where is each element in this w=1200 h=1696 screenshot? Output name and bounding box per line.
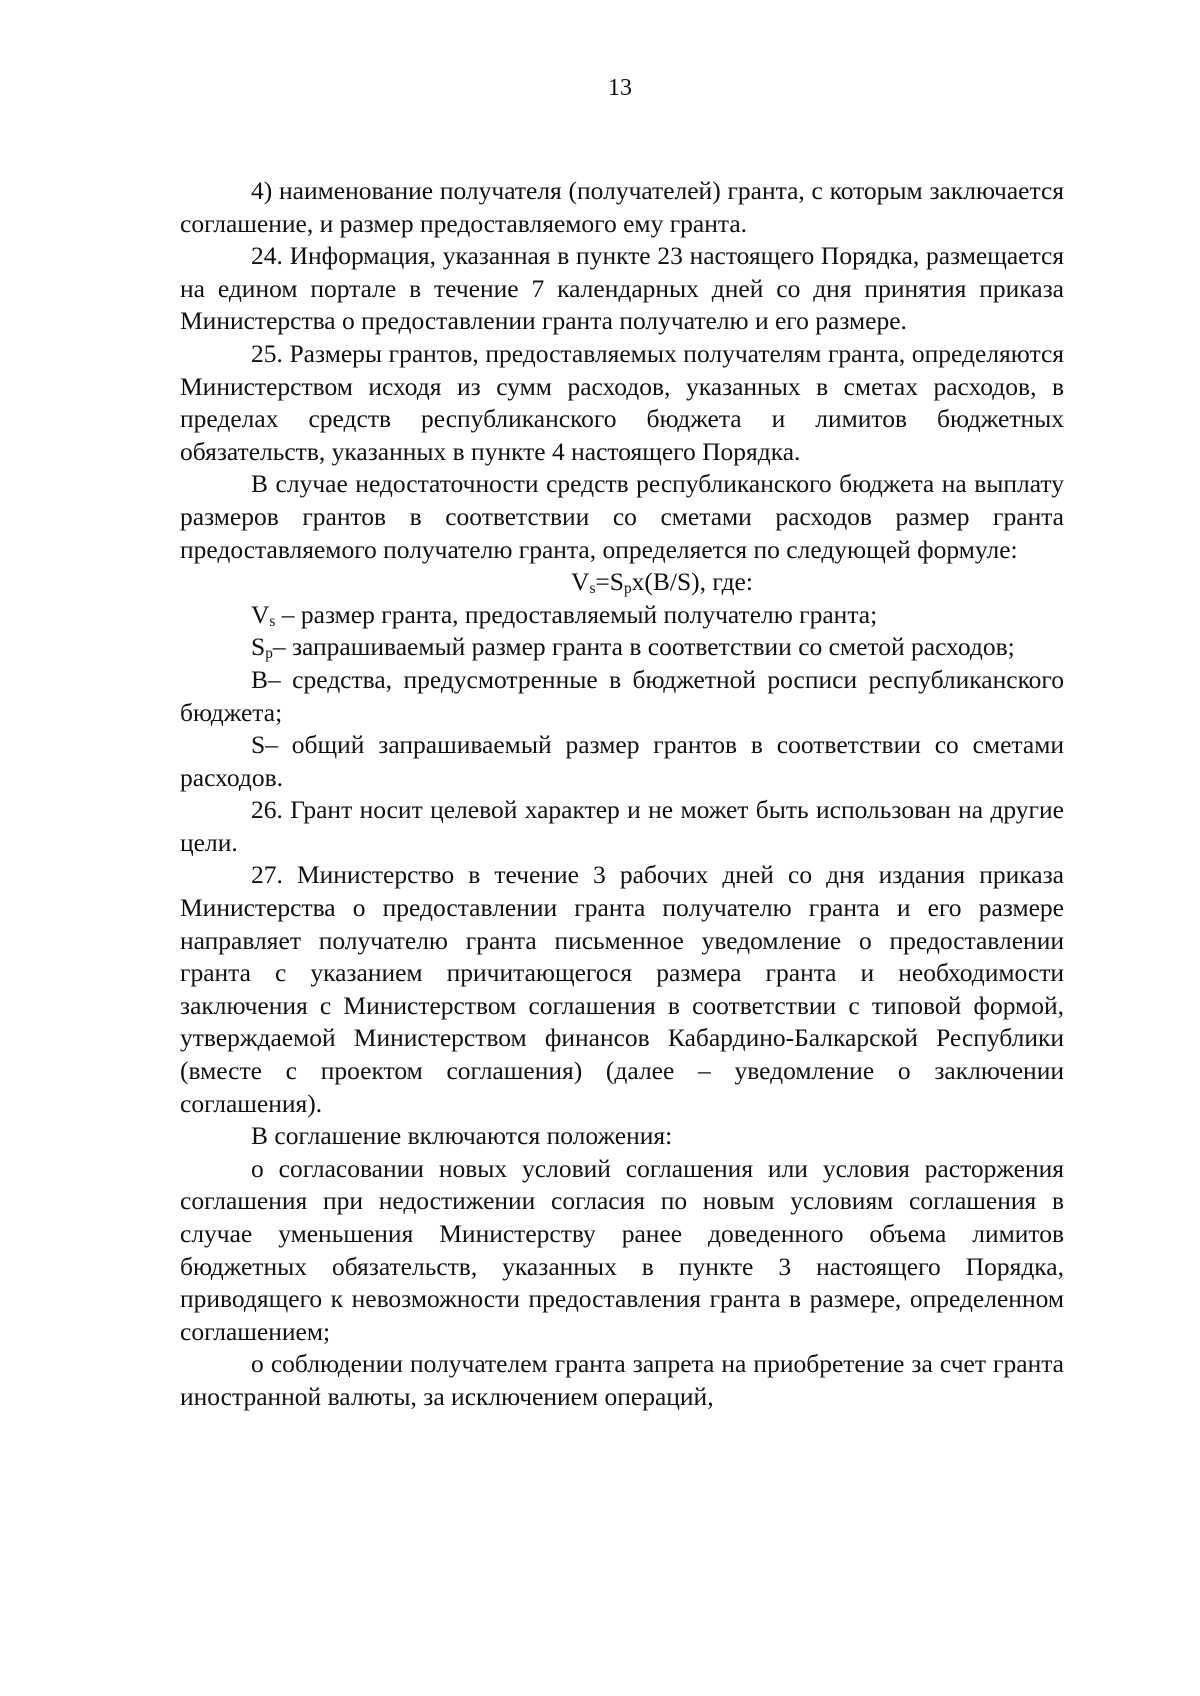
formula-s: S [609, 567, 624, 597]
document-body [180, 175, 1064, 1414]
formula [180, 566, 1064, 599]
page-number: 13 [608, 75, 632, 101]
definition-b [180, 664, 1064, 729]
formula-v: V [571, 567, 590, 597]
definition-sp [180, 631, 1064, 664]
definition-symbol: S [251, 632, 266, 662]
definition-text: – размер гранта, предоставляемый получателю гранта; [275, 599, 878, 629]
formula-rest: x(B/S), где: [631, 567, 753, 597]
formula-v-sub: s [589, 580, 596, 598]
definition-symbol: S [251, 730, 266, 760]
paragraph-27: 27. Министерство в течение 3 рабочих дней со дня издания приказа Министерства о предоставлении гранта получателю гранта и его размере направляет получателю гранта письменное уведомление о предоставлении гранта с указанием причитающегося размера гранта и необходимости заключения с Министерством соглашения в соответствии с типовой формой, утверждаемой Министерством финансов Кабардино-Балкарской Республики (вместе с проектом соглашения) (далее – уведомление о заключении соглашения). [180, 860, 1064, 1118]
definition-text: – запрашиваемый размер гранта в соответствии со сметой расходов; [272, 632, 1015, 662]
paragraph-24: 24. Информация, указанная в пункте 23 настоящего Порядка, размещается на едином портале в течение 7 календарных дней со дня принятия приказа Министерства о предоставлении гранта получателю и его размере. [180, 241, 1064, 336]
paragraph-4: 4) наименование получателя (получателей) гранта, с которым заключается соглашение, и размер предоставляемого ему гранта. [180, 176, 1064, 238]
definition-sub: s [269, 612, 276, 630]
formula-s-sub: p [623, 580, 632, 598]
definition-text: – средства, предусмотренные в бюджетной росписи республиканского бюджета; [180, 664, 1064, 727]
definition-text: – общий запрашиваемый размер грантов в соответствии со сметами расходов. [180, 730, 1064, 792]
paragraph-26: 26. Грант носит целевой характер и не может быть использован на другие цели. [180, 795, 1064, 857]
definition-s [180, 729, 1064, 794]
formula-eq: = [595, 567, 610, 597]
definition-symbol: B [251, 664, 269, 694]
definition-sub: p [265, 645, 273, 663]
definition-vs [180, 599, 1064, 632]
paragraph-agreement-provisions: В соглашение включаются положения: [251, 1121, 673, 1151]
paragraph-25: 25. Размеры грантов, предоставляемых получателям гранта, определяются Министерством исходя из сумм расходов, указанных в сметах расходов, в пределах средств республиканского бюджета и лимитов бюджетных обязательств, указанных в пункте 4 настоящего Порядка. [180, 338, 1064, 466]
paragraph-provision-approval: о согласовании новых условий соглашения или условия расторжения соглашения при недостижении согласия по новым условиям соглашения в случае уменьшения Министерству ранее доведенного объема лимитов бюджетных обязательств, указанных в пункте 3 настоящего Порядка, приводящего к невозможности предоставления гранта в размере, определенном соглашением; [180, 1153, 1064, 1346]
paragraph-insufficiency: В случае недостаточности средств республиканского бюджета на выплату размеров грантов в соответствии со сметами расходов размер гранта предоставляемого получателю гранта, определяется по следующей формуле: [180, 469, 1064, 564]
paragraph-provision-currency: о соблюдении получателем гранта запрета на приобретение за счет гранта иностранной валюты, за исключением операций, [180, 1349, 1064, 1411]
definition-symbol: V [251, 599, 270, 629]
